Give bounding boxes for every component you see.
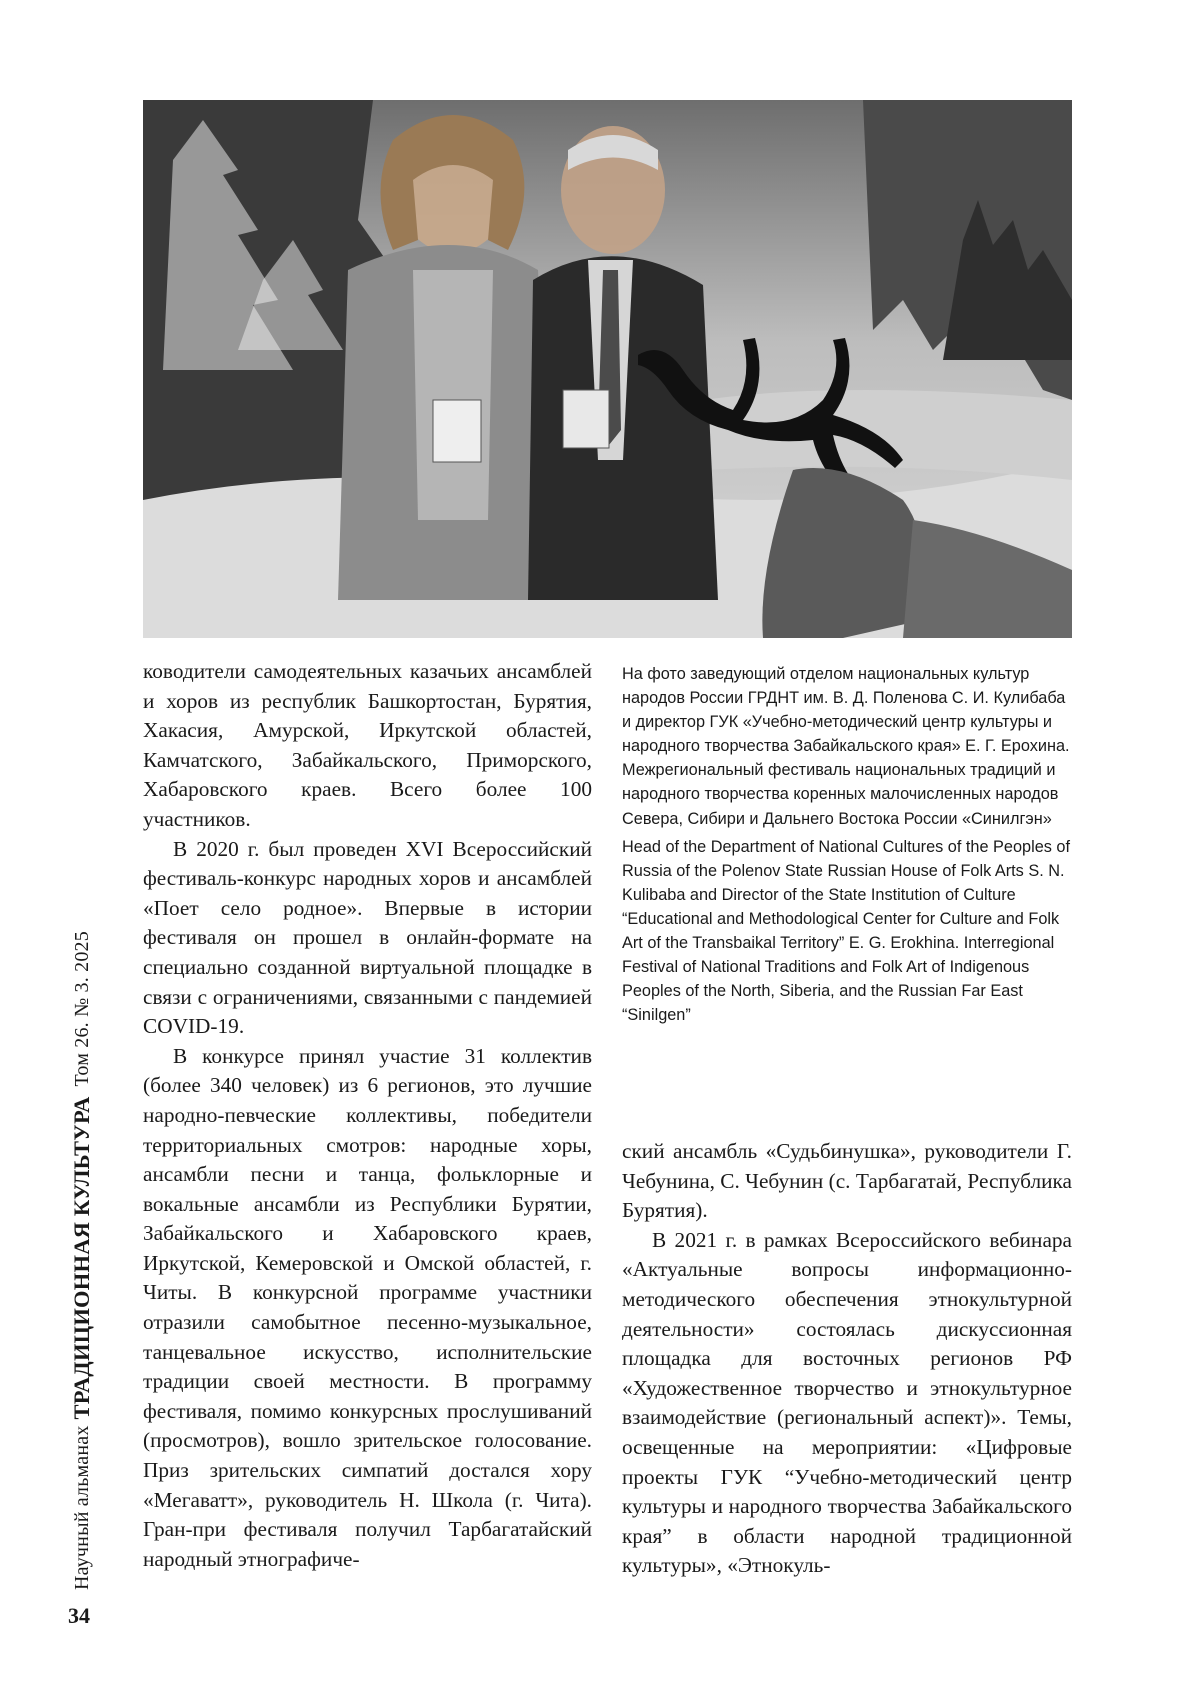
article-photo bbox=[143, 100, 1072, 638]
photo-icon bbox=[143, 100, 1072, 638]
text-column-left bbox=[143, 657, 592, 1574]
journal-title: ТРАДИЦИОННАЯ КУЛЬТУРА bbox=[69, 1096, 94, 1420]
almanac-prefix: Научный альманах bbox=[70, 1425, 93, 1590]
paragraph: В конкурсе принял участие 31 коллектив (более 340 человек) из 6 регионов, это лучшие народно-певческие коллективы, победители территориальных смотров: народные хоры, ансамбли песни и танца, фольклорные и вокальные ансамбли из Республики Бурятии, Забайкальского и Хабаровского краев, Иркутской, Кемеровской и Омской областей, г. Читы. В конкурсной программе участники отразили самобытное песенно-музыкальное, танцевальное искусство, исполнительские традиции своей местности. В программу фестиваля, помимо конкурсных прослушиваний (просмотров), вошло зрительское голосование. Приз зрительских симпатий достался хору «Мегаватт», руководитель Н. Школа (г. Чита). Гран-при фестиваля получил Тарбагатайский народный этнографиче- bbox=[143, 1043, 592, 1571]
paragraph: В 2020 г. был проведен XVI Всероссийский фестиваль-конкурс народных хоров и ансамблей «Поет село родное». Впервые в истории фестиваля он прошел в онлайн-формате на специально созданной виртуальной площадке в связи с ограничениями, связанными с пандемией COVID-19. bbox=[143, 836, 592, 1039]
text-column-right bbox=[622, 1137, 1072, 1581]
caption-english: Head of the Department of National Cultures of the Peoples of Russia of the Polenov State Russian House of Folk Arts S. N. Kulibaba and Director of the State Institution of Culture “Educational and Methodological Center for Culture and Folk Art of the Transbaikal Territory” E. G. Erokhina. Interregional Festival of National Traditions and Folk Art of Indigenous Peoples of the North, Siberia, and the Russian Far East “Sinilgen” bbox=[622, 837, 1070, 1025]
issue-info: Том 26. № 3. 2025 bbox=[70, 931, 93, 1087]
paragraph: ководители самодеятельных казачьих ансамблей и хоров из республик Башкортостан, Бурятия, Хакасия, Амурской, Иркутской областей, Камчатского, Забайкальского, Приморского, Хабаровского краев. Всего более 100 участников. bbox=[143, 659, 592, 831]
caption-russian: На фото заведующий отделом национальных культур народов России ГРДНТ им. В. Д. Поленова С. И. Кулибаба и директор ГУК «Учебно-методический центр культуры и народного творчества Забайкальского края» Е. Г. Ерохина. Межрегиональный фестиваль национальных традиций и народного творчества коренных малочисленных народов Севера, Сибири и Дальнего Востока России «Синилгэн» bbox=[622, 665, 1070, 828]
page-number: 34 bbox=[68, 1603, 90, 1628]
paragraph: В 2021 г. в рамках Всероссийского вебинара «Актуальные вопросы информационно-методического обеспечения этнокультурной деятельности» состоялась дискуссионная площадка для восточных регионов РФ «Художественное творчество и этнокультурное взаимодействие (региональный аспект)». Темы, освещенные на мероприятии: «Цифровые проекты ГУК “Учебно-методический центр культуры и народного творчества Забайкальского края” в области народной традиционной культуры», «Этнокуль- bbox=[622, 1227, 1072, 1578]
paragraph: ский ансамбль «Судьбинушка», руководители Г. Чебунина, С. Чебунин (с. Тарбагатай, Республика Бурятия). bbox=[622, 1139, 1072, 1223]
running-header bbox=[60, 830, 104, 1590]
photo-caption bbox=[622, 662, 1077, 1027]
